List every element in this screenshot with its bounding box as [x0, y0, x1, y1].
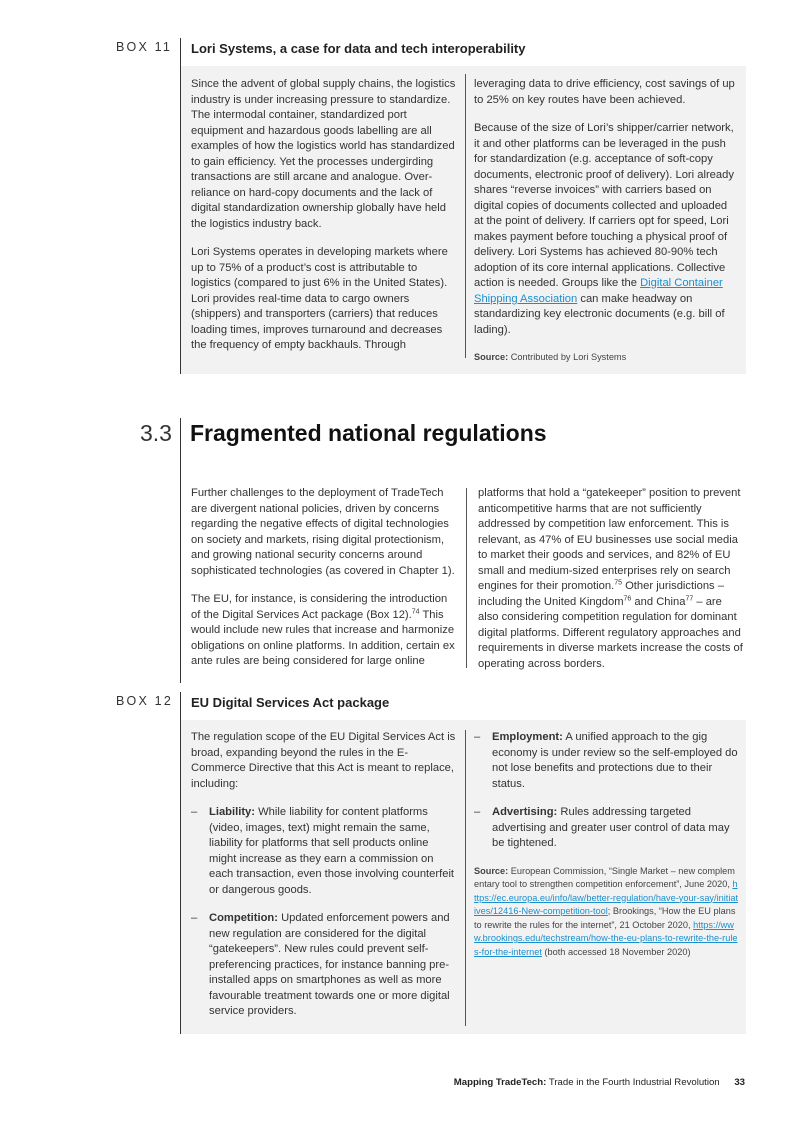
- box11-column-right: [474, 77, 739, 365]
- box12-intro: The regulation scope of the EU Digital Services Act is broad, expanding beyond the rules in the E-Commerce Directive that this Act is meant to replace, including:: [191, 731, 456, 790]
- box11-paragraph: Lori Systems operates in developing markets where up to 75% of a product’s cost is attributable to logistics (compared to just 6% in the United States). Lori provides real-time data to cargo owners (shippers) and transporters (carriers) that reduces loading times, improves turnaround and decreases the frequency of empty backhauls. Through: [191, 246, 448, 351]
- box12-title: EU Digital Services Act package: [191, 695, 390, 710]
- dcsa-link[interactable]: Digital Container Shipping Association: [474, 277, 723, 305]
- list-item: – Advertising: Rules addressing targeted advertising and greater user control of data may be tightened.: [474, 806, 730, 849]
- section-column-left: [191, 486, 459, 683]
- footnote-ref: 77: [685, 594, 694, 602]
- section-number: 3.3: [140, 420, 172, 446]
- footnote-ref: 74: [411, 607, 420, 615]
- section-paragraph: Further challenges to the deployment of TradeTech are divergent national policies, driven by concerns regarding the negative effects of digital technologies on society and markets, rising digital protectionism, and growing national security concerns around sophisticated technologies (as covered in Chapter 1).: [191, 487, 455, 577]
- box12-source: Source: European Commission, “Single Market – new complementary tool to strengthen competition enforcement”, June 2020, https://ec.europa.eu/info/law/better-regulation/have-your-say/initiatives/12416-New-competition-tool; Brookings, “How the EU plans to rewrite the rules for the internet”, 21 October 2020, https://www.brookings.edu/techstream/how-the-eu-plans-to-rewrite-the-rules-for-the-internet (both accessed 18 November 2020): [474, 865, 739, 957]
- box11-title: Lori Systems, a case for data and tech interoperability: [191, 41, 526, 56]
- box11-paragraph: leveraging data to drive efficiency, cost savings of up to 25% on key routes have been achieved.: [474, 78, 735, 106]
- section-column-right: [478, 486, 744, 685]
- list-item: – Competition: Updated enforcement powers and new regulation are considered for the digital “gatekeepers”. New rules could prevent self-preferencing practices, for instance banning pre-installed apps on smartphones as well as more favourable treatment towards one or more digital service providers.: [191, 912, 450, 1017]
- list-item: – Liability: While liability for content platforms (video, images, text) might remain the same, liability for platforms that sell products online might increase as they earn a commission on each transaction, even those involving counterfeit or dangerous goods.: [191, 806, 455, 896]
- box11-paragraph: Since the advent of global supply chains, the logistics industry is under increasing pressure to standardize. The intermodal container, standardized port equipment and hazardous goods labelling are all examples of how the logistics world has standardized to gain efficiency. Yet the processes undergirding transactions are still arcane and analogue. Over-reliance on hard-copy documents and the lack of digital standardization ownership globally have held the logistics industry back.: [191, 78, 456, 230]
- box11-column-left: [191, 77, 459, 367]
- box11-label: BOX 11: [116, 40, 173, 54]
- brookings-link[interactable]: https://www.brookings.edu/techstream/how-the-eu-plans-to-rewrite-the-rules-for-the-internet: [474, 919, 738, 957]
- page-footer: Mapping TradeTech: Trade in the Fourth Industrial Revolution 33: [453, 1077, 745, 1088]
- box11-source: Source: Contributed by Lori Systems: [474, 352, 627, 362]
- footnote-ref: 75: [614, 579, 622, 587]
- box12-column-left: [191, 730, 457, 1033]
- section-paragraph: platforms that hold a “gatekeeper” position to prevent anticompetitive harms that are not sufficiently addressed by competition law enforcement. This is relevant, as 47% of EU businesses use social media to market their goods and services, and 82% of EU small and medium-sized enterprises rely on search engines for their promotion.$^{75}$ Other jurisdictions – including the United Kingdom$^{76}$ and China$^{77}$ – are also considering competition regulation for dominant digital platforms. Different regulatory approaches and requirements in diverse markets increase the costs of operating across borders.: [478, 487, 743, 670]
- box11-column-rule: [465, 74, 466, 358]
- footnote-ref: 76: [623, 594, 632, 602]
- box11-paragraph: Because of the size of Lori’s shipper/carrier network, it and other platforms can be leveraged in the push for standardization (e.g. acceptance of soft-copy documents, electronic proof of delivery). Lori already shares “reverse invoices” with carriers based on digital copies of documents collected and uploaded at the point of delivery. If carriers opt for speed, Lori makes payment before touching a physical proof of delivery. Lori Systems has achieved 80-90% tech adoption of its core internal applications. Collective action is needed. Groups like the Digital Container Shipping Association can make headway on standardizing key electronic documents (e.g. bill of lading).: [474, 122, 734, 336]
- section-column-rule: [466, 488, 467, 668]
- section-left-rule: [180, 418, 181, 683]
- box12-column-right: [474, 730, 740, 959]
- ec-europa-link[interactable]: https://ec.europa.eu/info/law/better-regulation/have-your-say/initiatives/12416-New-competition-tool: [474, 879, 739, 916]
- page-number: 33: [734, 1077, 745, 1088]
- box12-label: BOX 12: [116, 694, 173, 708]
- section-title: Fragmented national regulations: [190, 420, 547, 446]
- list-item: – Employment: A unified approach to the gig economy is under review so the self-employed do not lose benefits and protections due to their status.: [474, 731, 738, 790]
- section-paragraph: The EU, for instance, is considering the introduction of the Digital Services Act package (Box 12).$^{74}$ This would include new rules that increase and harmonize obligations on online platforms. In addition, certain ex ante rules are being considered for large online: [191, 593, 455, 667]
- box12-column-rule: [465, 730, 466, 1026]
